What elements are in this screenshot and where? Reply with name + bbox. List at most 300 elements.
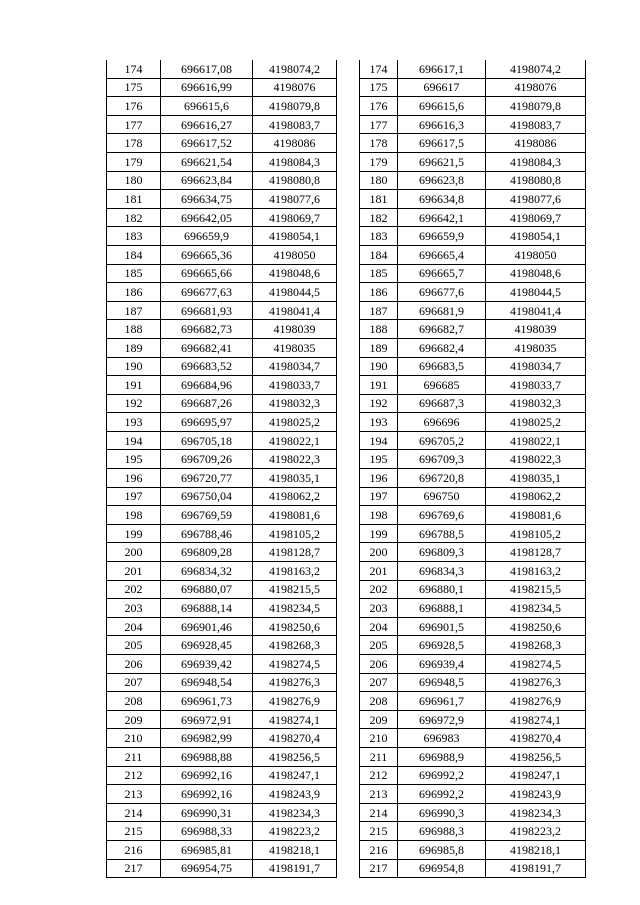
left-point-number-cell: 183 — [107, 227, 161, 246]
table-row — [107, 562, 586, 581]
left-x-coordinate-cell: 696634,75 — [161, 190, 253, 209]
left-point-number-cell: 206 — [107, 655, 161, 674]
right-x-coordinate-cell: 696990,3 — [398, 803, 486, 822]
left-point-number-cell: 192 — [107, 394, 161, 413]
right-y-coordinate-cell: 4198022,1 — [486, 431, 586, 450]
left-x-coordinate-cell: 696972,91 — [161, 710, 253, 729]
right-y-coordinate-cell: 4198050 — [486, 245, 586, 264]
right-x-coordinate-cell: 696683,5 — [398, 357, 486, 376]
table-gap-cell — [337, 245, 360, 264]
left-point-number-cell: 177 — [107, 115, 161, 134]
right-x-coordinate-cell: 696659,9 — [398, 227, 486, 246]
table-row — [107, 115, 586, 134]
right-y-coordinate-cell: 4198270,4 — [486, 729, 586, 748]
left-x-coordinate-cell: 696616,27 — [161, 115, 253, 134]
right-x-coordinate-cell: 696623,8 — [398, 171, 486, 190]
table-gap-cell — [337, 673, 360, 692]
table-gap-cell — [337, 580, 360, 599]
table-row — [107, 729, 586, 748]
right-y-coordinate-cell: 4198062,2 — [486, 487, 586, 506]
right-y-coordinate-cell: 4198034,7 — [486, 357, 586, 376]
table-row — [107, 673, 586, 692]
right-y-coordinate-cell: 4198274,5 — [486, 655, 586, 674]
left-point-number-cell: 215 — [107, 822, 161, 841]
left-y-coordinate-cell: 4198069,7 — [253, 208, 337, 227]
left-y-coordinate-cell: 4198081,6 — [253, 506, 337, 525]
table-row — [107, 524, 586, 543]
right-point-number-cell: 195 — [360, 450, 398, 469]
left-y-coordinate-cell: 4198077,6 — [253, 190, 337, 209]
table-row — [107, 766, 586, 785]
right-y-coordinate-cell: 4198218,1 — [486, 840, 586, 859]
table-gap-cell — [337, 78, 360, 97]
right-x-coordinate-cell: 696948,5 — [398, 673, 486, 692]
left-y-coordinate-cell: 4198243,9 — [253, 785, 337, 804]
left-x-coordinate-cell: 696665,66 — [161, 264, 253, 283]
right-x-coordinate-cell: 696696 — [398, 413, 486, 432]
left-x-coordinate-cell: 696769,59 — [161, 506, 253, 525]
left-point-number-cell: 174 — [107, 60, 161, 78]
table-row — [107, 97, 586, 116]
right-point-number-cell: 211 — [360, 747, 398, 766]
left-x-coordinate-cell: 696687,26 — [161, 394, 253, 413]
right-x-coordinate-cell: 696961,7 — [398, 692, 486, 711]
left-point-number-cell: 180 — [107, 171, 161, 190]
right-y-coordinate-cell: 4198035,1 — [486, 469, 586, 488]
right-x-coordinate-cell: 696988,3 — [398, 822, 486, 841]
left-y-coordinate-cell: 4198084,3 — [253, 152, 337, 171]
table-row — [107, 580, 586, 599]
right-y-coordinate-cell: 4198032,3 — [486, 394, 586, 413]
left-y-coordinate-cell: 4198041,4 — [253, 301, 337, 320]
left-point-number-cell: 208 — [107, 692, 161, 711]
left-x-coordinate-cell: 696992,16 — [161, 785, 253, 804]
left-point-number-cell: 204 — [107, 617, 161, 636]
right-point-number-cell: 201 — [360, 562, 398, 581]
table-row — [107, 487, 586, 506]
right-x-coordinate-cell: 696677,6 — [398, 283, 486, 302]
table-row — [107, 227, 586, 246]
table-row — [107, 431, 586, 450]
left-point-number-cell: 193 — [107, 413, 161, 432]
table-row — [107, 710, 586, 729]
left-point-number-cell: 216 — [107, 840, 161, 859]
left-point-number-cell: 209 — [107, 710, 161, 729]
left-y-coordinate-cell: 4198247,1 — [253, 766, 337, 785]
left-y-coordinate-cell: 4198032,3 — [253, 394, 337, 413]
table-gap-cell — [337, 431, 360, 450]
right-x-coordinate-cell: 696685 — [398, 376, 486, 395]
left-point-number-cell: 205 — [107, 636, 161, 655]
table-row — [107, 506, 586, 525]
right-y-coordinate-cell: 4198105,2 — [486, 524, 586, 543]
left-point-number-cell: 198 — [107, 506, 161, 525]
table-row — [107, 617, 586, 636]
left-x-coordinate-cell: 696880,07 — [161, 580, 253, 599]
table-gap-cell — [337, 320, 360, 339]
right-y-coordinate-cell: 4198276,3 — [486, 673, 586, 692]
left-y-coordinate-cell: 4198276,9 — [253, 692, 337, 711]
table-gap-cell — [337, 747, 360, 766]
right-y-coordinate-cell: 4198268,3 — [486, 636, 586, 655]
right-x-coordinate-cell: 696681,9 — [398, 301, 486, 320]
table-row — [107, 822, 586, 841]
left-point-number-cell: 200 — [107, 543, 161, 562]
table-gap-cell — [337, 487, 360, 506]
right-point-number-cell: 184 — [360, 245, 398, 264]
left-point-number-cell: 176 — [107, 97, 161, 116]
table-row — [107, 357, 586, 376]
table-gap-cell — [337, 190, 360, 209]
table-gap-cell — [337, 171, 360, 190]
table-gap-cell — [337, 413, 360, 432]
left-point-number-cell: 194 — [107, 431, 161, 450]
left-point-number-cell: 203 — [107, 599, 161, 618]
table-gap-cell — [337, 710, 360, 729]
right-y-coordinate-cell: 4198074,2 — [486, 60, 586, 78]
right-point-number-cell: 217 — [360, 859, 398, 878]
table-gap-cell — [337, 152, 360, 171]
table-gap-cell — [337, 636, 360, 655]
table-gap-cell — [337, 283, 360, 302]
table-gap-cell — [337, 562, 360, 581]
left-y-coordinate-cell: 4198035 — [253, 338, 337, 357]
table-row — [107, 152, 586, 171]
left-point-number-cell: 195 — [107, 450, 161, 469]
left-x-coordinate-cell: 696954,75 — [161, 859, 253, 878]
table-gap-cell — [337, 524, 360, 543]
right-y-coordinate-cell: 4198250,6 — [486, 617, 586, 636]
table-gap-cell — [337, 450, 360, 469]
table-row — [107, 450, 586, 469]
left-y-coordinate-cell: 4198270,4 — [253, 729, 337, 748]
right-x-coordinate-cell: 696788,5 — [398, 524, 486, 543]
right-point-number-cell: 199 — [360, 524, 398, 543]
right-point-number-cell: 179 — [360, 152, 398, 171]
left-x-coordinate-cell: 696659,9 — [161, 227, 253, 246]
left-y-coordinate-cell: 4198223,2 — [253, 822, 337, 841]
table-gap-cell — [337, 264, 360, 283]
right-x-coordinate-cell: 696642,1 — [398, 208, 486, 227]
left-y-coordinate-cell: 4198080,8 — [253, 171, 337, 190]
right-point-number-cell: 203 — [360, 599, 398, 618]
right-point-number-cell: 182 — [360, 208, 398, 227]
left-x-coordinate-cell: 696683,52 — [161, 357, 253, 376]
left-x-coordinate-cell: 696988,33 — [161, 822, 253, 841]
left-y-coordinate-cell: 4198268,3 — [253, 636, 337, 655]
table-row — [107, 134, 586, 153]
right-x-coordinate-cell: 696988,9 — [398, 747, 486, 766]
left-x-coordinate-cell: 696948,54 — [161, 673, 253, 692]
left-y-coordinate-cell: 4198234,3 — [253, 803, 337, 822]
left-y-coordinate-cell: 4198022,3 — [253, 450, 337, 469]
right-point-number-cell: 206 — [360, 655, 398, 674]
left-y-coordinate-cell: 4198034,7 — [253, 357, 337, 376]
table-gap-cell — [337, 338, 360, 357]
right-point-number-cell: 190 — [360, 357, 398, 376]
left-point-number-cell: 188 — [107, 320, 161, 339]
table-gap-cell — [337, 394, 360, 413]
left-x-coordinate-cell: 696617,08 — [161, 60, 253, 78]
left-x-coordinate-cell: 696682,41 — [161, 338, 253, 357]
right-y-coordinate-cell: 4198039 — [486, 320, 586, 339]
left-y-coordinate-cell: 4198163,2 — [253, 562, 337, 581]
right-point-number-cell: 198 — [360, 506, 398, 525]
right-x-coordinate-cell: 696665,4 — [398, 245, 486, 264]
coordinates-table — [106, 60, 586, 878]
table-row — [107, 171, 586, 190]
right-x-coordinate-cell: 696709,3 — [398, 450, 486, 469]
table-row — [107, 469, 586, 488]
right-y-coordinate-cell: 4198234,5 — [486, 599, 586, 618]
table-row — [107, 208, 586, 227]
table-row — [107, 264, 586, 283]
left-y-coordinate-cell: 4198250,6 — [253, 617, 337, 636]
left-x-coordinate-cell: 696642,05 — [161, 208, 253, 227]
table-row — [107, 338, 586, 357]
left-y-coordinate-cell: 4198128,7 — [253, 543, 337, 562]
table-gap-cell — [337, 803, 360, 822]
left-y-coordinate-cell: 4198215,5 — [253, 580, 337, 599]
left-y-coordinate-cell: 4198083,7 — [253, 115, 337, 134]
left-y-coordinate-cell: 4198234,5 — [253, 599, 337, 618]
table-gap-cell — [337, 134, 360, 153]
right-point-number-cell: 214 — [360, 803, 398, 822]
table-gap-cell — [337, 301, 360, 320]
left-point-number-cell: 184 — [107, 245, 161, 264]
right-point-number-cell: 175 — [360, 78, 398, 97]
left-x-coordinate-cell: 696682,73 — [161, 320, 253, 339]
right-point-number-cell: 191 — [360, 376, 398, 395]
table-row — [107, 190, 586, 209]
right-point-number-cell: 207 — [360, 673, 398, 692]
right-point-number-cell: 196 — [360, 469, 398, 488]
right-point-number-cell: 212 — [360, 766, 398, 785]
left-y-coordinate-cell: 4198079,8 — [253, 97, 337, 116]
left-x-coordinate-cell: 696992,16 — [161, 766, 253, 785]
right-y-coordinate-cell: 4198276,9 — [486, 692, 586, 711]
left-x-coordinate-cell: 696985,81 — [161, 840, 253, 859]
left-point-number-cell: 189 — [107, 338, 161, 357]
left-point-number-cell: 191 — [107, 376, 161, 395]
coordinates-table-body — [107, 60, 586, 878]
table-gap-cell — [337, 729, 360, 748]
left-y-coordinate-cell: 4198076 — [253, 78, 337, 97]
left-x-coordinate-cell: 696616,99 — [161, 78, 253, 97]
left-point-number-cell: 185 — [107, 264, 161, 283]
right-x-coordinate-cell: 696617 — [398, 78, 486, 97]
left-y-coordinate-cell: 4198054,1 — [253, 227, 337, 246]
right-point-number-cell: 216 — [360, 840, 398, 859]
right-y-coordinate-cell: 4198234,3 — [486, 803, 586, 822]
left-point-number-cell: 197 — [107, 487, 161, 506]
right-point-number-cell: 187 — [360, 301, 398, 320]
right-y-coordinate-cell: 4198069,7 — [486, 208, 586, 227]
left-point-number-cell: 199 — [107, 524, 161, 543]
right-point-number-cell: 189 — [360, 338, 398, 357]
right-y-coordinate-cell: 4198079,8 — [486, 97, 586, 116]
left-x-coordinate-cell: 696684,96 — [161, 376, 253, 395]
left-point-number-cell: 212 — [107, 766, 161, 785]
right-point-number-cell: 185 — [360, 264, 398, 283]
right-point-number-cell: 215 — [360, 822, 398, 841]
table-row — [107, 394, 586, 413]
right-y-coordinate-cell: 4198243,9 — [486, 785, 586, 804]
right-x-coordinate-cell: 696720,8 — [398, 469, 486, 488]
table-gap-cell — [337, 506, 360, 525]
right-point-number-cell: 181 — [360, 190, 398, 209]
right-x-coordinate-cell: 696972,9 — [398, 710, 486, 729]
right-y-coordinate-cell: 4198025,2 — [486, 413, 586, 432]
right-x-coordinate-cell: 696634,8 — [398, 190, 486, 209]
left-y-coordinate-cell: 4198025,2 — [253, 413, 337, 432]
table-gap-cell — [337, 766, 360, 785]
table-row — [107, 543, 586, 562]
left-x-coordinate-cell: 696901,46 — [161, 617, 253, 636]
left-point-number-cell: 213 — [107, 785, 161, 804]
left-point-number-cell: 186 — [107, 283, 161, 302]
left-y-coordinate-cell: 4198039 — [253, 320, 337, 339]
left-x-coordinate-cell: 696939,42 — [161, 655, 253, 674]
right-y-coordinate-cell: 4198022,3 — [486, 450, 586, 469]
left-x-coordinate-cell: 696615,6 — [161, 97, 253, 116]
right-x-coordinate-cell: 696809,3 — [398, 543, 486, 562]
left-y-coordinate-cell: 4198022,1 — [253, 431, 337, 450]
table-gap-cell — [337, 859, 360, 878]
table-gap-cell — [337, 543, 360, 562]
table-row — [107, 78, 586, 97]
table-gap-cell — [337, 115, 360, 134]
right-point-number-cell: 197 — [360, 487, 398, 506]
right-x-coordinate-cell: 696750 — [398, 487, 486, 506]
right-x-coordinate-cell: 696992,2 — [398, 785, 486, 804]
left-point-number-cell: 178 — [107, 134, 161, 153]
left-point-number-cell: 175 — [107, 78, 161, 97]
right-y-coordinate-cell: 4198081,6 — [486, 506, 586, 525]
left-point-number-cell: 181 — [107, 190, 161, 209]
table-row — [107, 785, 586, 804]
left-x-coordinate-cell: 696695,97 — [161, 413, 253, 432]
table-gap-cell — [337, 785, 360, 804]
left-x-coordinate-cell: 696720,77 — [161, 469, 253, 488]
right-y-coordinate-cell: 4198076 — [486, 78, 586, 97]
table-row — [107, 413, 586, 432]
right-x-coordinate-cell: 696621,5 — [398, 152, 486, 171]
right-point-number-cell: 183 — [360, 227, 398, 246]
left-y-coordinate-cell: 4198218,1 — [253, 840, 337, 859]
left-y-coordinate-cell: 4198086 — [253, 134, 337, 153]
left-point-number-cell: 214 — [107, 803, 161, 822]
right-y-coordinate-cell: 4198044,5 — [486, 283, 586, 302]
table-gap-cell — [337, 227, 360, 246]
left-x-coordinate-cell: 696750,04 — [161, 487, 253, 506]
right-point-number-cell: 192 — [360, 394, 398, 413]
left-y-coordinate-cell: 4198074,2 — [253, 60, 337, 78]
right-point-number-cell: 209 — [360, 710, 398, 729]
right-point-number-cell: 204 — [360, 617, 398, 636]
right-x-coordinate-cell: 696617,1 — [398, 60, 486, 78]
table-gap-cell — [337, 692, 360, 711]
left-point-number-cell: 207 — [107, 673, 161, 692]
right-point-number-cell: 188 — [360, 320, 398, 339]
right-y-coordinate-cell: 4198223,2 — [486, 822, 586, 841]
left-x-coordinate-cell: 696788,46 — [161, 524, 253, 543]
table-gap-cell — [337, 97, 360, 116]
table-row — [107, 636, 586, 655]
left-point-number-cell: 190 — [107, 357, 161, 376]
left-x-coordinate-cell: 696888,14 — [161, 599, 253, 618]
table-row — [107, 301, 586, 320]
right-x-coordinate-cell: 696928,5 — [398, 636, 486, 655]
left-y-coordinate-cell: 4198256,5 — [253, 747, 337, 766]
left-point-number-cell: 187 — [107, 301, 161, 320]
right-y-coordinate-cell: 4198080,8 — [486, 171, 586, 190]
table-gap-cell — [337, 208, 360, 227]
right-x-coordinate-cell: 696705,2 — [398, 431, 486, 450]
table-gap-cell — [337, 599, 360, 618]
right-point-number-cell: 194 — [360, 431, 398, 450]
left-y-coordinate-cell: 4198062,2 — [253, 487, 337, 506]
left-y-coordinate-cell: 4198105,2 — [253, 524, 337, 543]
left-point-number-cell: 202 — [107, 580, 161, 599]
right-x-coordinate-cell: 696687,3 — [398, 394, 486, 413]
left-y-coordinate-cell: 4198044,5 — [253, 283, 337, 302]
right-point-number-cell: 205 — [360, 636, 398, 655]
table-row — [107, 60, 586, 78]
table-row — [107, 599, 586, 618]
right-point-number-cell: 174 — [360, 60, 398, 78]
table-gap-cell — [337, 60, 360, 78]
right-y-coordinate-cell: 4198041,4 — [486, 301, 586, 320]
left-x-coordinate-cell: 696681,93 — [161, 301, 253, 320]
left-x-coordinate-cell: 696988,88 — [161, 747, 253, 766]
right-x-coordinate-cell: 696682,7 — [398, 320, 486, 339]
left-y-coordinate-cell: 4198033,7 — [253, 376, 337, 395]
right-y-coordinate-cell: 4198033,7 — [486, 376, 586, 395]
right-point-number-cell: 176 — [360, 97, 398, 116]
right-y-coordinate-cell: 4198256,5 — [486, 747, 586, 766]
right-x-coordinate-cell: 696617,5 — [398, 134, 486, 153]
right-x-coordinate-cell: 696954,8 — [398, 859, 486, 878]
right-x-coordinate-cell: 696682,4 — [398, 338, 486, 357]
right-x-coordinate-cell: 696665,7 — [398, 264, 486, 283]
right-y-coordinate-cell: 4198215,5 — [486, 580, 586, 599]
right-y-coordinate-cell: 4198084,3 — [486, 152, 586, 171]
left-x-coordinate-cell: 696982,99 — [161, 729, 253, 748]
left-y-coordinate-cell: 4198191,7 — [253, 859, 337, 878]
right-x-coordinate-cell: 696616,3 — [398, 115, 486, 134]
right-point-number-cell: 178 — [360, 134, 398, 153]
right-point-number-cell: 186 — [360, 283, 398, 302]
right-y-coordinate-cell: 4198191,7 — [486, 859, 586, 878]
table-row — [107, 655, 586, 674]
left-point-number-cell: 217 — [107, 859, 161, 878]
left-x-coordinate-cell: 696617,52 — [161, 134, 253, 153]
left-point-number-cell: 211 — [107, 747, 161, 766]
table-gap-cell — [337, 617, 360, 636]
left-y-coordinate-cell: 4198035,1 — [253, 469, 337, 488]
right-point-number-cell: 213 — [360, 785, 398, 804]
right-x-coordinate-cell: 696769,6 — [398, 506, 486, 525]
right-y-coordinate-cell: 4198048,6 — [486, 264, 586, 283]
right-point-number-cell: 208 — [360, 692, 398, 711]
left-x-coordinate-cell: 696677,63 — [161, 283, 253, 302]
right-y-coordinate-cell: 4198128,7 — [486, 543, 586, 562]
right-x-coordinate-cell: 696880,1 — [398, 580, 486, 599]
left-y-coordinate-cell: 4198274,1 — [253, 710, 337, 729]
right-point-number-cell: 200 — [360, 543, 398, 562]
table-row — [107, 320, 586, 339]
